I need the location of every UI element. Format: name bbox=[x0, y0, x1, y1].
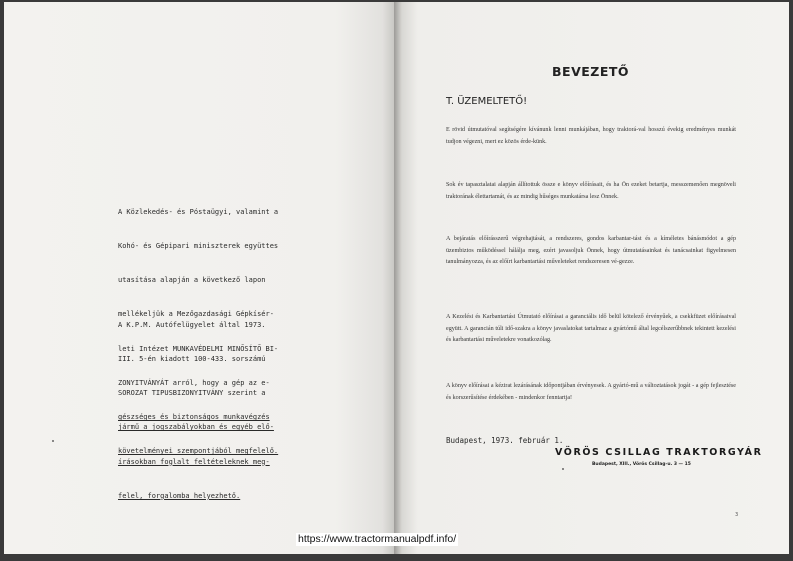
notice-line: gészséges és biztonságos munkavégzés bbox=[118, 413, 270, 422]
notice-line: felel, forgalomba helyezhető. bbox=[118, 491, 241, 500]
notice-line: ZONYITVÁNYÁT arról, hogy a gép az e- bbox=[118, 378, 270, 387]
notice-line: SOROZAT TIPUSBIZONYITVÁNY szerint a bbox=[118, 389, 266, 398]
company-address: Budapest, XIII., Vörös Csillag-u. 3 — 15 bbox=[592, 462, 691, 467]
right-page bbox=[394, 2, 789, 554]
intro-paragraph: A könyv előírásai a kézirat lezárásának időpontjában érvényesek. A gyártó-mű a változtatások jogát - a gép fejlesztése és korszerűsítése érdekében - mindenkor fenntartja! bbox=[446, 383, 736, 401]
page-title: BEVEZETŐ bbox=[552, 64, 630, 79]
notice-line: III. 5-én kiadott 100-433. sorszámú bbox=[118, 355, 266, 364]
notice-line: Kohó- és Gépipari miniszterek együttes bbox=[118, 242, 279, 251]
intro-paragraph: A bejáratás előírásszerű végrehajtását, a rendszeres, gondos karbantar-tást és a kíméletes bánásmódot a gép üzembiztos működéssel hálálja meg, ezért javasoljuk Önnek, hogy útmutatásainkat és tanácsainkat figyelmesen tanulmányozza, és az előírt karbantartási műveleteket rendszeresen vé-gezze. bbox=[446, 236, 736, 266]
intro-paragraph: A Kezelési és Karbantartási Útmutató előírásai a garanciális idő belül kötelező érvényűek, a csekkfüzet előírásaival együtt. A garancián túli idő-szakra a könyv javaslatokat tartalmaz a gyártómű által legcélszerűbbnek tekintett kezelési és karbantartási műveletekre vonatkozólag. bbox=[446, 314, 736, 344]
intro-paragraph: E rövid útmutatóval segítségére kívánunk lenni munkájában, hogy traktorá-val hosszú évekig eredményes munkát tudjon végezni, mert ez közös érde-künk. bbox=[446, 127, 736, 145]
watermark-url: https://www.tractormanualpdf.info/ bbox=[298, 533, 457, 545]
type-certificate-notice bbox=[118, 297, 274, 514]
document-date: Budapest, 1973. február 1. bbox=[446, 436, 564, 445]
notice-line: jármű a jogszabályokban és egyéb elő- bbox=[118, 423, 274, 432]
intro-paragraph: Sok év tapasztalatai alapján állítottuk össze e könyv előírásait, és ha Ön ezeket betartja, messzemenően megnöveli traktorának élettartamát, és az mindig hűséges munkatársa lesz Önnek. bbox=[446, 182, 736, 200]
notice-line: mellékeljük a Mezőgazdasági Gépkísér- bbox=[118, 310, 274, 319]
notice-line: A Közlekedés- és Póstaügyi, valamint a bbox=[118, 207, 279, 216]
company-name: VÖRÖS CSILLAG TRAKTORGYÁR bbox=[555, 447, 763, 458]
speck-mark bbox=[52, 440, 54, 442]
notice-line: utasítása alapján a következő lapon bbox=[118, 276, 266, 285]
notice-line: A K.P.M. Autófelügyelet által 1973. bbox=[118, 320, 266, 329]
salutation: T. ÜZEMELTETŐ! bbox=[446, 96, 528, 107]
notice-line: írásokban foglalt feltételeknek meg- bbox=[118, 457, 270, 466]
notice-line: leti Intézet MUNKAVÉDELMI MINŐSÍTŐ BI- bbox=[118, 344, 279, 353]
speck-mark bbox=[562, 468, 564, 470]
notice-line: követelményei szempontjából megfelelő. bbox=[118, 447, 279, 456]
page-number: 3 bbox=[735, 512, 739, 518]
